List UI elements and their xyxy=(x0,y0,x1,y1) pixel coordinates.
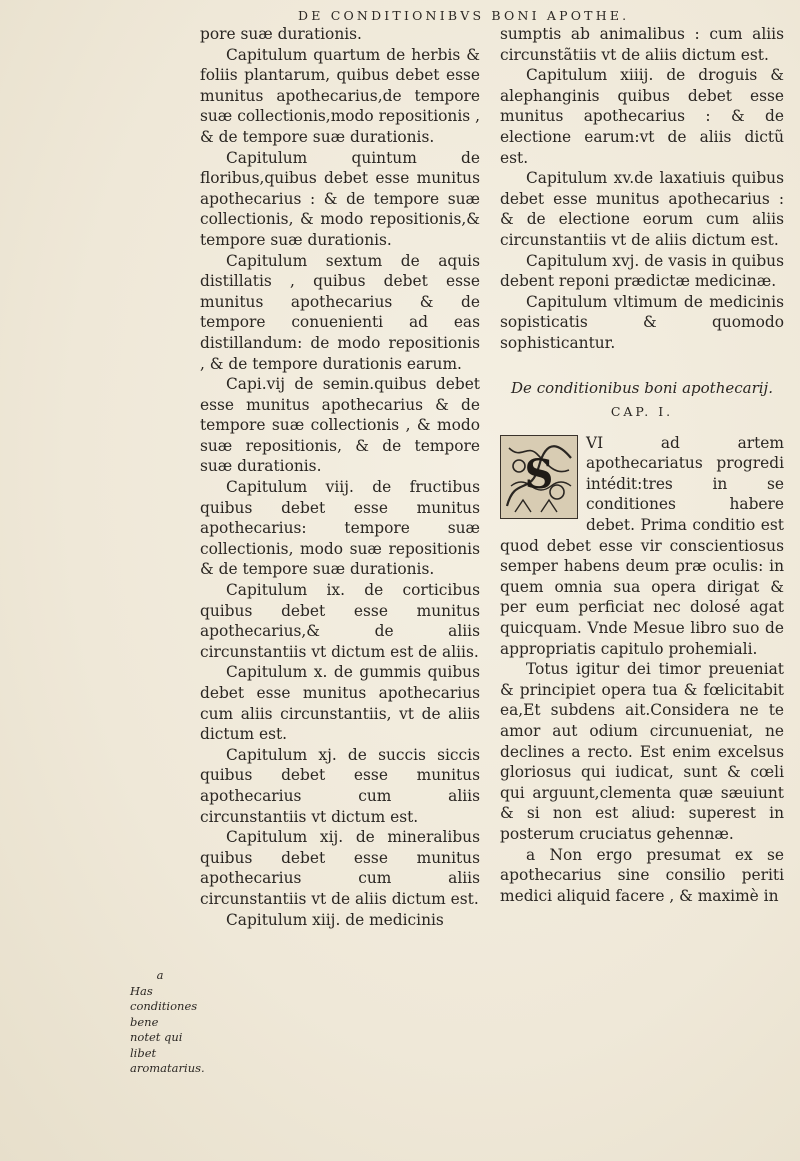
right-column xyxy=(500,24,784,906)
margin-note-mark: a xyxy=(156,968,164,982)
running-head: DE CONDITIONIBVS BONI APOTHE. xyxy=(298,8,630,23)
chapter-body xyxy=(500,433,784,907)
margin-note-text: Has conditiones bene notet qui libet aromatarius. xyxy=(130,983,205,1075)
paragraph: Capitulum xij. de mineralibus quibus debet esse munitus apothecarius cum aliis circunstantiis vt de aliis dictum est. xyxy=(200,828,480,908)
paragraph: Capi.vij de semin.quibus debet esse munitus apothecarius & de tempore suæ collectionis , & modo suæ repositionis, & de tempore suæ durationis. xyxy=(200,375,480,476)
paragraph: Capitulum xiij. de medicinis xyxy=(226,910,444,929)
paragraph: Capitulum xv.de laxatiuis quibus debet esse munitus apothecarius : & de electione eorum cum aliis circunstantiis vt de aliis dictum est. xyxy=(500,169,784,249)
left-column xyxy=(200,24,480,930)
paragraph: Capitulum ix. de corticibus quibus debet esse munitus apothecarius,& de aliis circunstantiis vt dictum est de aliis. xyxy=(200,581,480,661)
paragraph: Capitulum viij. de fructibus quibus debet esse munitus apothecarius: tempore suæ collectionis, modo suæ repositionis & de tempore suæ durationis. xyxy=(200,478,480,579)
paragraph: Capitulum x. de gummis quibus debet esse munitus apothecarius cum aliis circunstantiis, vt de aliis dictum est. xyxy=(200,663,480,744)
paragraph: Totus igitur dei timor preueniat & principiet opera tua & fœlicitabit ea,Et subdens ait.Considera ne te amor aut odium circunueniat, ne declines a recto. Est enim excelsus gloriosus qui iudicat, sunt & cœli qui arguunt,clementa quæ sæuiunt & si non est aliud: superest in posterum cruciatus gehennæ. xyxy=(500,660,784,843)
paragraph: a Non ergo presumat ex se apothecarius sine consilio periti medici aliquid facere , & maximè in xyxy=(500,845,784,905)
paragraph: pore suæ durationis. xyxy=(200,25,362,43)
margin-note xyxy=(130,968,205,1077)
initial-letter: S xyxy=(524,450,554,498)
paragraph: Capitulum xiiij. de droguis & alephanginis quibus debet esse munitus apothecarius : & de electione earum:vt de aliis dictũ est. xyxy=(500,66,784,167)
paragraph: VI ad artem apothecariatus progredi intédit:tres in se conditiones habere debet. Prima conditio est quod debet esse vir conscientiosus semper habens deum præ oculis: in quem omnia sua opera dirigat & per eum perficiat nec dolosé agat quicquam. Vnde Mesue libro suo de appropriatis capitulo prohemiali. xyxy=(500,433,784,658)
paragraph: Capitulum quintum de floribus,quibus debet esse munitus apothecarius : & de tempore suæ collectionis, & modo repositionis,& tempore suæ durationis. xyxy=(200,148,480,249)
paragraph: Capitulum xj. de succis siccis quibus debet esse munitus apothecarius cum aliis circunstantiis vt dictum est. xyxy=(200,745,480,826)
chapter-number: CAP. I. xyxy=(610,404,674,420)
paragraph: Capitulum sextum de aquis distillatis , quibus debet esse munitus apothecarius & de tempore conuenienti ad eas distillandum: de modo repositionis , & de tempore durationis earum. xyxy=(200,251,480,373)
paragraph: Capitulum quartum de herbis & foliis plantarum, quibus debet esse munitus apothecarius,de tempore suæ collectionis,modo repositionis , & de tempore suæ durationis. xyxy=(200,45,480,146)
paragraph: sumptis ab animalibus : cum aliis circunstãtiis vt de aliis dictum est. xyxy=(500,25,784,64)
paragraph: Capitulum vltimum de medicinis sopisticatis & quomodo sophisticantur. xyxy=(500,292,784,352)
chapter-heading: De conditionibus boni apothecarij. xyxy=(511,378,773,397)
woodcut-initial-icon xyxy=(500,435,578,519)
paragraph: Capitulum xvj. de vasis in quibus debent reponi prædictæ medicinæ. xyxy=(500,251,784,291)
